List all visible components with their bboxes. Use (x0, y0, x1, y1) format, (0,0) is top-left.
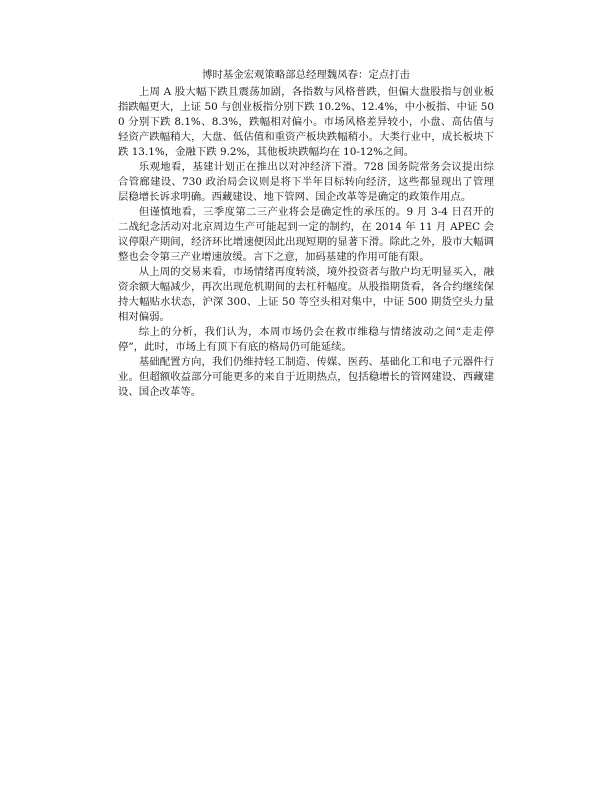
paragraph-allocation: 基础配置方向，我们仍维持轻工制造、传媒、医药、基础化工和电子元器件行业。但超额收益部分可能更多的来自于近期热点，包括稳增长的管网建设、西藏建设、国企改革等。 (118, 356, 494, 398)
paragraph-trading-review: 从上周的交易来看，市场情绪再度转淡，境外投资者与散户均无明显买入，融资余额大幅减少，再次出现危机期间的去杠杆幅度。从股指期货看，各合约继续保持大幅贴水状态，沪深 300、上证 50 等空头相对集中，中证 500 期货空头力量相对偏弱。 (118, 266, 494, 323)
paragraph-conclusion: 综上的分析，我们认为，本周市场仍会在救市维稳与情绪波动之间“走走停停”，此时，市场上有顶下有底的格局仍可能延续。 (118, 326, 494, 353)
article-body (118, 68, 494, 400)
paragraph-optimistic-view: 乐观地看，基建计划正在推出以对冲经济下滑。728 国务院常务会议提出综合管廊建设、730 政治局会议则是将下半年目标转向经济，这些都显现出了管理层稳增长诉求明确。西藏建设、地下管网、国企改革等是确定的政策作用点。 (118, 161, 494, 203)
paragraph-cautious-view: 但谨慎地看，三季度第二三产业将会是确定性的承压的。9 月 3-4 日召开的二战纪念活动对北京周边生产可能起到一定的制约，在 2014 年 11 月 APEC 会议停限产期间，经济环比增速便因此出现短期的显著下滑。除此之外，股市大幅调整也会令第三产业增速放缓。言下之意，加码基建的作用可能有限。 (118, 206, 494, 263)
article-title: 博时基金宏观策略部总经理魏凤春：定点打击 (202, 69, 410, 81)
paragraph-market-review: 上周 A 股大幅下跌且震荡加剧，各指数与风格普跌，但偏大盘股指与创业板指跌幅更大，上证 50 与创业板指分别下跌 10.2%、12.4%，中小板指、中证 500 分别下跌 8.1%、8.3%，跌幅相对偏小。市场风格差异较小，小盘、高估值与轻资产跌幅稍大，大盘、低估值和重资产板块跌幅稍小。大类行业中，成长板块下跌 13.1%，金融下跌 9.2%，其他板块跌幅均在 10-12%之间。 (118, 86, 494, 158)
